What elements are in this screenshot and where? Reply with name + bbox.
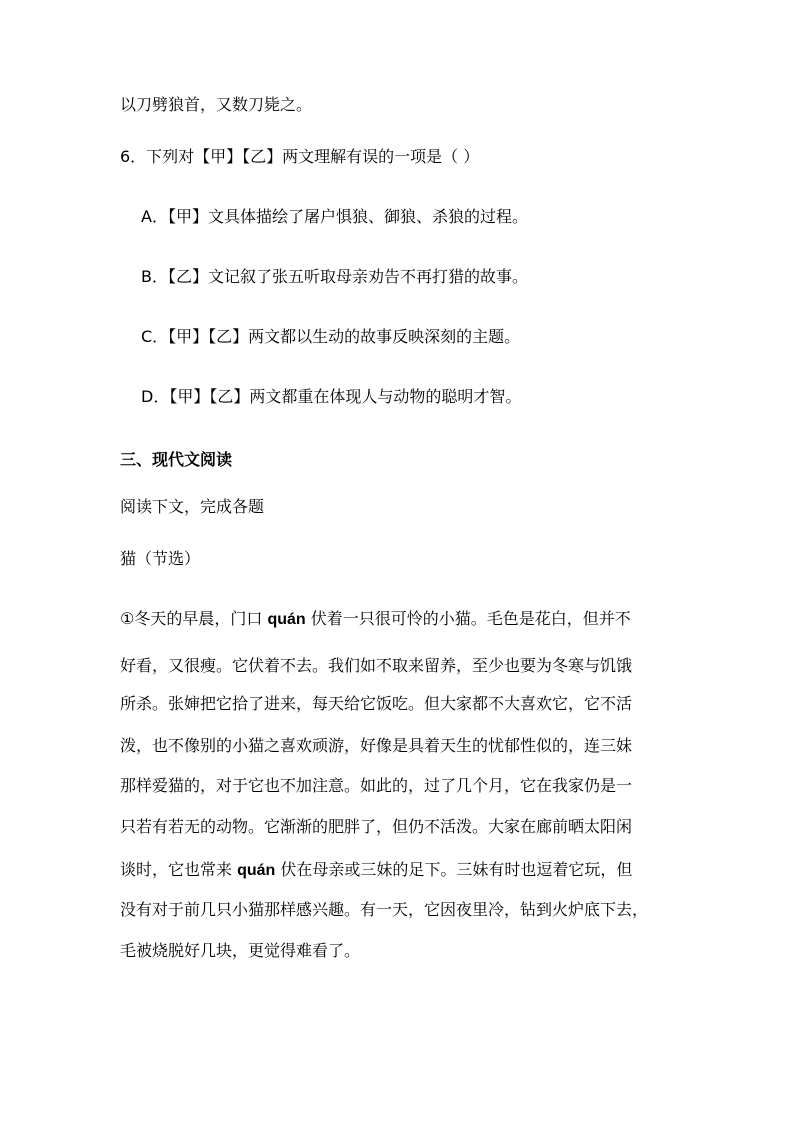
reading-instruction: 阅读下文，完成各题: [120, 497, 265, 516]
paragraph-line: 泼，也不像别的小猫之喜欢顽游，好像是具着天生的忧郁性似的，连三妹: [120, 736, 633, 755]
paragraph-line: 只若有若无的动物。它渐渐的肥胖了，但仍不活泼。大家在廊前晒太阳闲: [120, 817, 633, 836]
pinyin-annotation: quán: [267, 611, 306, 628]
paragraph-line: 毛被烧脱好几块，更觉得难看了。: [120, 941, 361, 960]
paragraph-line: 所杀。张婶把它拾了进来，每天给它饭吃。但大家都不大喜欢它，它不活: [120, 694, 633, 713]
passage-title: 猫（节选）: [120, 549, 201, 568]
paragraph-text: ①冬天的早晨，门口: [120, 609, 268, 628]
paragraph-text: 伏着一只很可怜的小猫。毛色是花白，但并不: [305, 609, 631, 628]
option-d: D．【甲】【乙】两文都重在体现人与动物的聪明才智。: [141, 387, 522, 406]
paragraph-line: 那样爱猫的，对于它也不加注意。如此的，过了几个月，它在我家仍是一: [120, 776, 633, 795]
paragraph-line: [120, 609, 631, 630]
paragraph-line: [120, 860, 632, 881]
previous-text-line: 以刀劈狼首，又数刀毙之。: [120, 95, 313, 114]
paragraph-text: 伏在母亲或三妹的足下。三妹有时也逗着它玩，但: [275, 860, 633, 879]
option-a: A．【甲】文具体描绘了屠户惧狼、御狼、杀狼的过程。: [141, 207, 528, 226]
section-heading: 三、现代文阅读: [120, 450, 233, 469]
pinyin-annotation: quán: [237, 862, 276, 879]
paragraph-line: 好看，又很瘦。它伏着不去。我们如不取来留养，至少也要为冬寒与饥饿: [120, 656, 633, 675]
option-b: B．【乙】文记叙了张五听取母亲劝告不再打猎的故事。: [141, 267, 528, 286]
paragraph-text: 谈时，它也常来: [120, 860, 238, 879]
option-c: C．【甲】【乙】两文都以生动的故事反映深刻的主题。: [141, 327, 521, 346]
question-6-stem: 6．下列对【甲】【乙】两文理解有误的一项是（ ）: [120, 147, 480, 166]
paragraph-line: 没有对于前几只小猫那样感兴趣。有一天，它因夜里冷，钻到火炉底下去，: [120, 900, 649, 919]
